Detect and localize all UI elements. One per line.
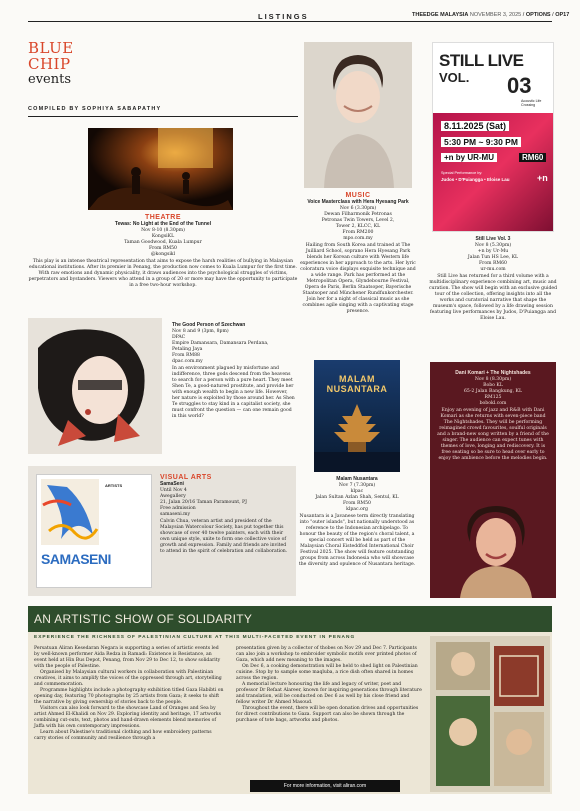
visual-address: 21, Jalan 20/16 Taman Paramount, PJ bbox=[160, 500, 247, 505]
malam-venue: klpac bbox=[350, 489, 364, 494]
music-venue: Dewan Filharmonik Petronas bbox=[324, 212, 392, 217]
masthead bbox=[0, 0, 580, 22]
poster-time: 5:30 PM ~ 9:30 PM bbox=[441, 137, 521, 147]
szechwan-date: Nov 8 and 9 (3pm, 8pm) bbox=[172, 329, 229, 334]
music-block bbox=[300, 192, 416, 315]
dani-price: RM125 bbox=[484, 395, 502, 400]
szechwan-title: The Good Person of Szechwan bbox=[172, 322, 246, 328]
still-live-title: Still Live Vol. 3 bbox=[475, 236, 511, 242]
theatre-photo bbox=[88, 128, 233, 210]
music-address2: Tower 2, KLCC, KL bbox=[335, 224, 381, 229]
theatre-category: THEATRE bbox=[144, 214, 182, 221]
solidarity-p7: On Dec 6, a cooking demonstration will be held to shed light on Palestinian cuisine. Stop by to sample some maqluba, a rice dish often shared in homes across the region. bbox=[236, 664, 418, 681]
visual-desc: Calvin Chua, veteran artist and president of the Malaysian Watercolour Society, has put together this showcase of over 40 twelve painters, each with their own unique style, unite to form one collective voice of growth and expression. Family and friends are invited to attend in the spirit of celebration and collaboration. bbox=[160, 519, 288, 554]
still-live-price: From RM60 bbox=[479, 261, 507, 266]
szechwan-artwork-image bbox=[28, 318, 162, 454]
samaseni-poster-name: SAMASENI bbox=[41, 551, 111, 567]
solidarity-title: AN ARTISTIC SHOW OF SOLIDARITY bbox=[34, 612, 253, 626]
malam-contact[interactable]: klpac.org bbox=[346, 507, 368, 512]
solidarity-p9: Throughout the event, there will be open donation drives and opportunities for direct contributions to Gaza. Support can also be shown through the purchase of tote bags, artworks and photos. bbox=[236, 706, 419, 723]
still-live-date: Nov 8 (5.30pm) bbox=[474, 243, 512, 248]
szechwan-price: From RM88 bbox=[172, 353, 200, 358]
solidarity-p2: Organised by Malaysian cultural workers in collaboration with Palestinian creatives, it aims to amplify the voices of the oppressed through art, storytelling and commemoration. bbox=[34, 670, 222, 687]
szechwan-block bbox=[172, 322, 296, 420]
samaseni-poster bbox=[36, 474, 152, 588]
malam-title: Malam Nusantara bbox=[336, 476, 378, 482]
solidarity-p5: Learn about Palestine's traditional clothing and how embroidery patterns carry stories of community and resilience through a bbox=[34, 730, 212, 741]
dani-portrait-image bbox=[430, 502, 556, 598]
temple-silhouette-image bbox=[314, 402, 400, 472]
still-live-venue: +n by Ur-Mu bbox=[477, 249, 509, 254]
visual-text bbox=[160, 474, 288, 555]
still-live-poster bbox=[432, 42, 554, 232]
poster-venue: +n by UR-MU bbox=[441, 153, 497, 162]
poster-plus: +n bbox=[537, 173, 548, 183]
poster-sub: Acoustic Life Crossing bbox=[521, 99, 542, 107]
masthead-page: OP17 bbox=[555, 12, 570, 18]
masthead-right bbox=[412, 12, 569, 18]
szechwan-desc: In an environment plagued by misfortune and indifference, three gods descend from the heavens to search for a person with a pure heart. They meet Shen Te, a good-natured prostitute, and provide her with enough wealth to begin a new life. However, her nature is exploited by those around her. As Shen Te struggles to stay kind in a capitalist society, she must confront the question — can one remain good in this world? bbox=[172, 366, 295, 419]
poster-num: 03 bbox=[507, 73, 532, 98]
header-title bbox=[28, 40, 74, 87]
theatre-scene-image bbox=[88, 128, 233, 210]
samaseni-poster-image bbox=[37, 475, 152, 588]
szechwan-venue: DPAC bbox=[172, 335, 186, 340]
masthead-sep2: / bbox=[552, 12, 554, 18]
dani-text bbox=[436, 370, 550, 462]
theatre-title: Tewas: No Light at the End of the Tunnel bbox=[114, 221, 212, 227]
samaseni-artists-label: ARTISTS bbox=[105, 483, 123, 488]
visual-box bbox=[28, 466, 296, 596]
malam-date: Nov 7 (7.30pm) bbox=[338, 483, 376, 488]
solidarity-col2 bbox=[236, 646, 424, 724]
solidarity-cta[interactable]: For more information, visit aliran.com bbox=[250, 780, 400, 792]
malam-price: From RM50 bbox=[343, 501, 371, 506]
dani-contact[interactable]: bobokl.com bbox=[479, 401, 507, 406]
visual-date: Until Nov 4 bbox=[160, 488, 187, 493]
solidarity-p3: Programme highlights include a photography exhibition titled Gaza Habibti on opening day, featuring 70 photographs by 25 artists from Gaza; it seeks to shift the narrative by giving ownership of stories back to the people. bbox=[34, 688, 224, 705]
visual-contact[interactable]: samaseni.my bbox=[160, 512, 191, 517]
music-photo bbox=[304, 42, 412, 188]
still-live-address: Jalan Tun HS Lee, KL bbox=[467, 255, 519, 260]
masthead-pub: THEEDGE MALAYSIA bbox=[412, 12, 469, 18]
dani-title: Dani Komari + The Nightshades bbox=[455, 370, 531, 376]
theatre-date: Nov 8-10 (8.30pm) bbox=[141, 228, 185, 233]
music-address1: Petronas Twin Towers, Level 2, bbox=[321, 218, 395, 223]
theatre-address: Taman Goodwood, Kuala Lumpur bbox=[124, 240, 202, 245]
malam-address: Jalan Sultan Azlan Shah, Sentul, KL bbox=[315, 495, 399, 500]
szechwan-address2: Petaling Jaya bbox=[172, 347, 203, 352]
still-live-block bbox=[428, 236, 558, 322]
still-live-desc: Still Live has returned for a third volume with a multidisciplinary experience combining art, music and curation. The show will begin with an exclusive guided tour of the collection, offering insights into all the works and curatorial narrative that shape the museum's space, followed by a life drawing session featuring live performances by Judos, D'Puiangga and Eloise Lau. bbox=[428, 274, 558, 321]
singer-portrait-image bbox=[304, 42, 412, 188]
solidarity-p1: Persatuan Aliran Kesedaran Negara is supporting a series of artistic events led by well-known performer Aida Redza in Ramadi: Existence is Resistance, an event held at Hin Bus Depot, Penang, from Nov 29 to Dec 12, to show solidarity with the people of Palestine. bbox=[34, 646, 221, 669]
theatre-desc: This play is an intense theatrical representation that aims to expose the harsh realities of bullying in Malaysian educational institutions. After its premier in Penang, the production now comes to Kuala Lumpur for the first time. With raw emotions and dynamic physicality, it draws audiences into the psychological struggles of victims, perpetrators and bystanders. Viewers who attend in a group of 20 or more may have the opportunity to participate in a free two-hour workshop. bbox=[28, 259, 298, 288]
music-date: Nov 6 (3.30pm) bbox=[339, 206, 377, 211]
music-title: Voice Masterclass with Hera Hyesang Park bbox=[307, 199, 409, 205]
visual-category: VISUAL ARTS bbox=[160, 474, 212, 481]
masthead-rule bbox=[28, 21, 552, 22]
solidarity-subtitle: EXPERIENCE THE RICHNESS OF PALESTINIAN CULTURE AT THIS MULTI-FACETED EVENT IN PENANG bbox=[34, 635, 356, 640]
theatre-venue: KongsiKL bbox=[151, 234, 175, 239]
visual-price: Free admission bbox=[160, 506, 196, 511]
solidarity-collage-image bbox=[430, 636, 550, 792]
szechwan-address1: Empire Damansara, Damansara Perdana, bbox=[172, 341, 269, 346]
visual-title: SamaSeni bbox=[160, 481, 184, 487]
solidarity-col1 bbox=[34, 646, 224, 742]
poster-date: 8.11.2025 (Sat) bbox=[441, 121, 509, 131]
music-contact[interactable]: mpo.com.my bbox=[343, 236, 373, 241]
header-line1: BLUE bbox=[28, 39, 74, 57]
dani-address: 65-2 Jalan Bangkung, KL bbox=[463, 389, 523, 394]
poster-title: STILL LIVE bbox=[439, 51, 524, 70]
theatre-block bbox=[28, 214, 298, 289]
music-category: MUSIC bbox=[345, 192, 371, 199]
malam-block bbox=[298, 476, 416, 568]
szechwan-photo bbox=[28, 318, 162, 454]
poster-special-label: Special Performance by: bbox=[441, 171, 483, 175]
byline-rule bbox=[28, 116, 298, 117]
masthead-date: NOVEMBER 3, 2025 bbox=[469, 12, 522, 18]
dani-venue: Bobo KL bbox=[483, 383, 503, 388]
theatre-price: From RM50 bbox=[149, 246, 177, 251]
solidarity-band bbox=[28, 606, 552, 632]
solidarity-p8: A memorial lecture honouring the life and legacy of writer, poet and professor Dr Refaat Alareer, known for inspiring generations through literature and translation, will be conducted on Dec 6 as well by his close friend and fellow writer Dr Ahmed Masoud. bbox=[236, 682, 422, 705]
music-desc: Hailing from South Korea and trained at The Juilliard School, soprano Hera Hyesang Park blends her Korean culture with Western life experiences in her approach to the arts. Her lyric coloratura voice displays exquisite technique and a wide range. Park has performed at the Metropolitan Opera, Glyndebourne Festival, Opera de Paris, Berlin Staatsoper, Bayerische Staatsoper and Münchener Rundfunkorchester. Join her for a night of classical music as she combines agile singing with a captivating stage presence. bbox=[300, 243, 416, 314]
poster-perf: Judos • D'Puiangga • Eloise Lau bbox=[441, 177, 510, 182]
dani-desc: Enjoy an evening of jazz and R&B with Dani Komari as she returns with seven-piece band The Nightshades. They will be performing reimagined crowd favourites, soulful originals and a brand-new song written by a friend of the singer. The audience can expect tunes with themes of love, longing and rediscovery. It is free seating so be sure to head over early to enjoy the ambience before the melodies begin. bbox=[437, 408, 549, 461]
dani-date: Nov 8 (8.30pm) bbox=[474, 377, 512, 382]
dani-box bbox=[430, 362, 556, 598]
byline: COMPILED BY SOPHIYA SABAPATHY bbox=[28, 106, 162, 112]
malam-poster-title2: NUSANTARA bbox=[326, 384, 388, 394]
solidarity-p4: Visitors can also look forward to the showcase Land of Oranges and Sea by artist Ahmed El-Khalidi on Nov 29. Exploring identity and heritage, 17 artworks combining cut-outs, text, photos and hand-drawn elements blend memories of Jaffa with his own contemporary impressions. bbox=[34, 706, 221, 729]
solidarity-p6: presentation given by a collector of thobes on Nov 29 and Dec 7. Participants can also join a workshop to embroider symbolic motifs over printed photos of Gaza, which add new meaning to the images. bbox=[236, 646, 417, 663]
poster-vol: VOL. bbox=[439, 70, 470, 85]
masthead-sep: / bbox=[522, 12, 525, 18]
poster-rm: RM60 bbox=[519, 153, 546, 162]
malam-desc: Nusantara is a Javanese term directly translating into "outer islands", but nationally understood as reference to the Indonesian archipelago. To honour the beauty of the region's choral talent, a special concert will be held as part of the Malaysian Choral Eisteddfod International Choir Festival 2025. The show will feature outstanding groups from across Indonesia who will showcase the diversity and opulence of Nusantara heritage. bbox=[298, 514, 416, 567]
visual-venue: Awegallery bbox=[160, 494, 186, 499]
header-line2: CHIP bbox=[28, 55, 71, 73]
masthead-options: OPTIONS bbox=[525, 12, 551, 18]
still-live-contact[interactable]: ur-mu.com bbox=[480, 267, 506, 272]
masthead-section: LISTINGS bbox=[258, 12, 309, 21]
theatre-contact[interactable]: @kongsikl bbox=[150, 252, 176, 257]
malam-poster bbox=[314, 360, 400, 472]
szechwan-contact[interactable]: dpac.com.my bbox=[172, 359, 203, 364]
malam-poster-title1: MALAM bbox=[339, 374, 375, 384]
solidarity-section bbox=[28, 632, 552, 794]
header-line3: events bbox=[28, 72, 71, 87]
music-price: From RM200 bbox=[342, 230, 374, 235]
